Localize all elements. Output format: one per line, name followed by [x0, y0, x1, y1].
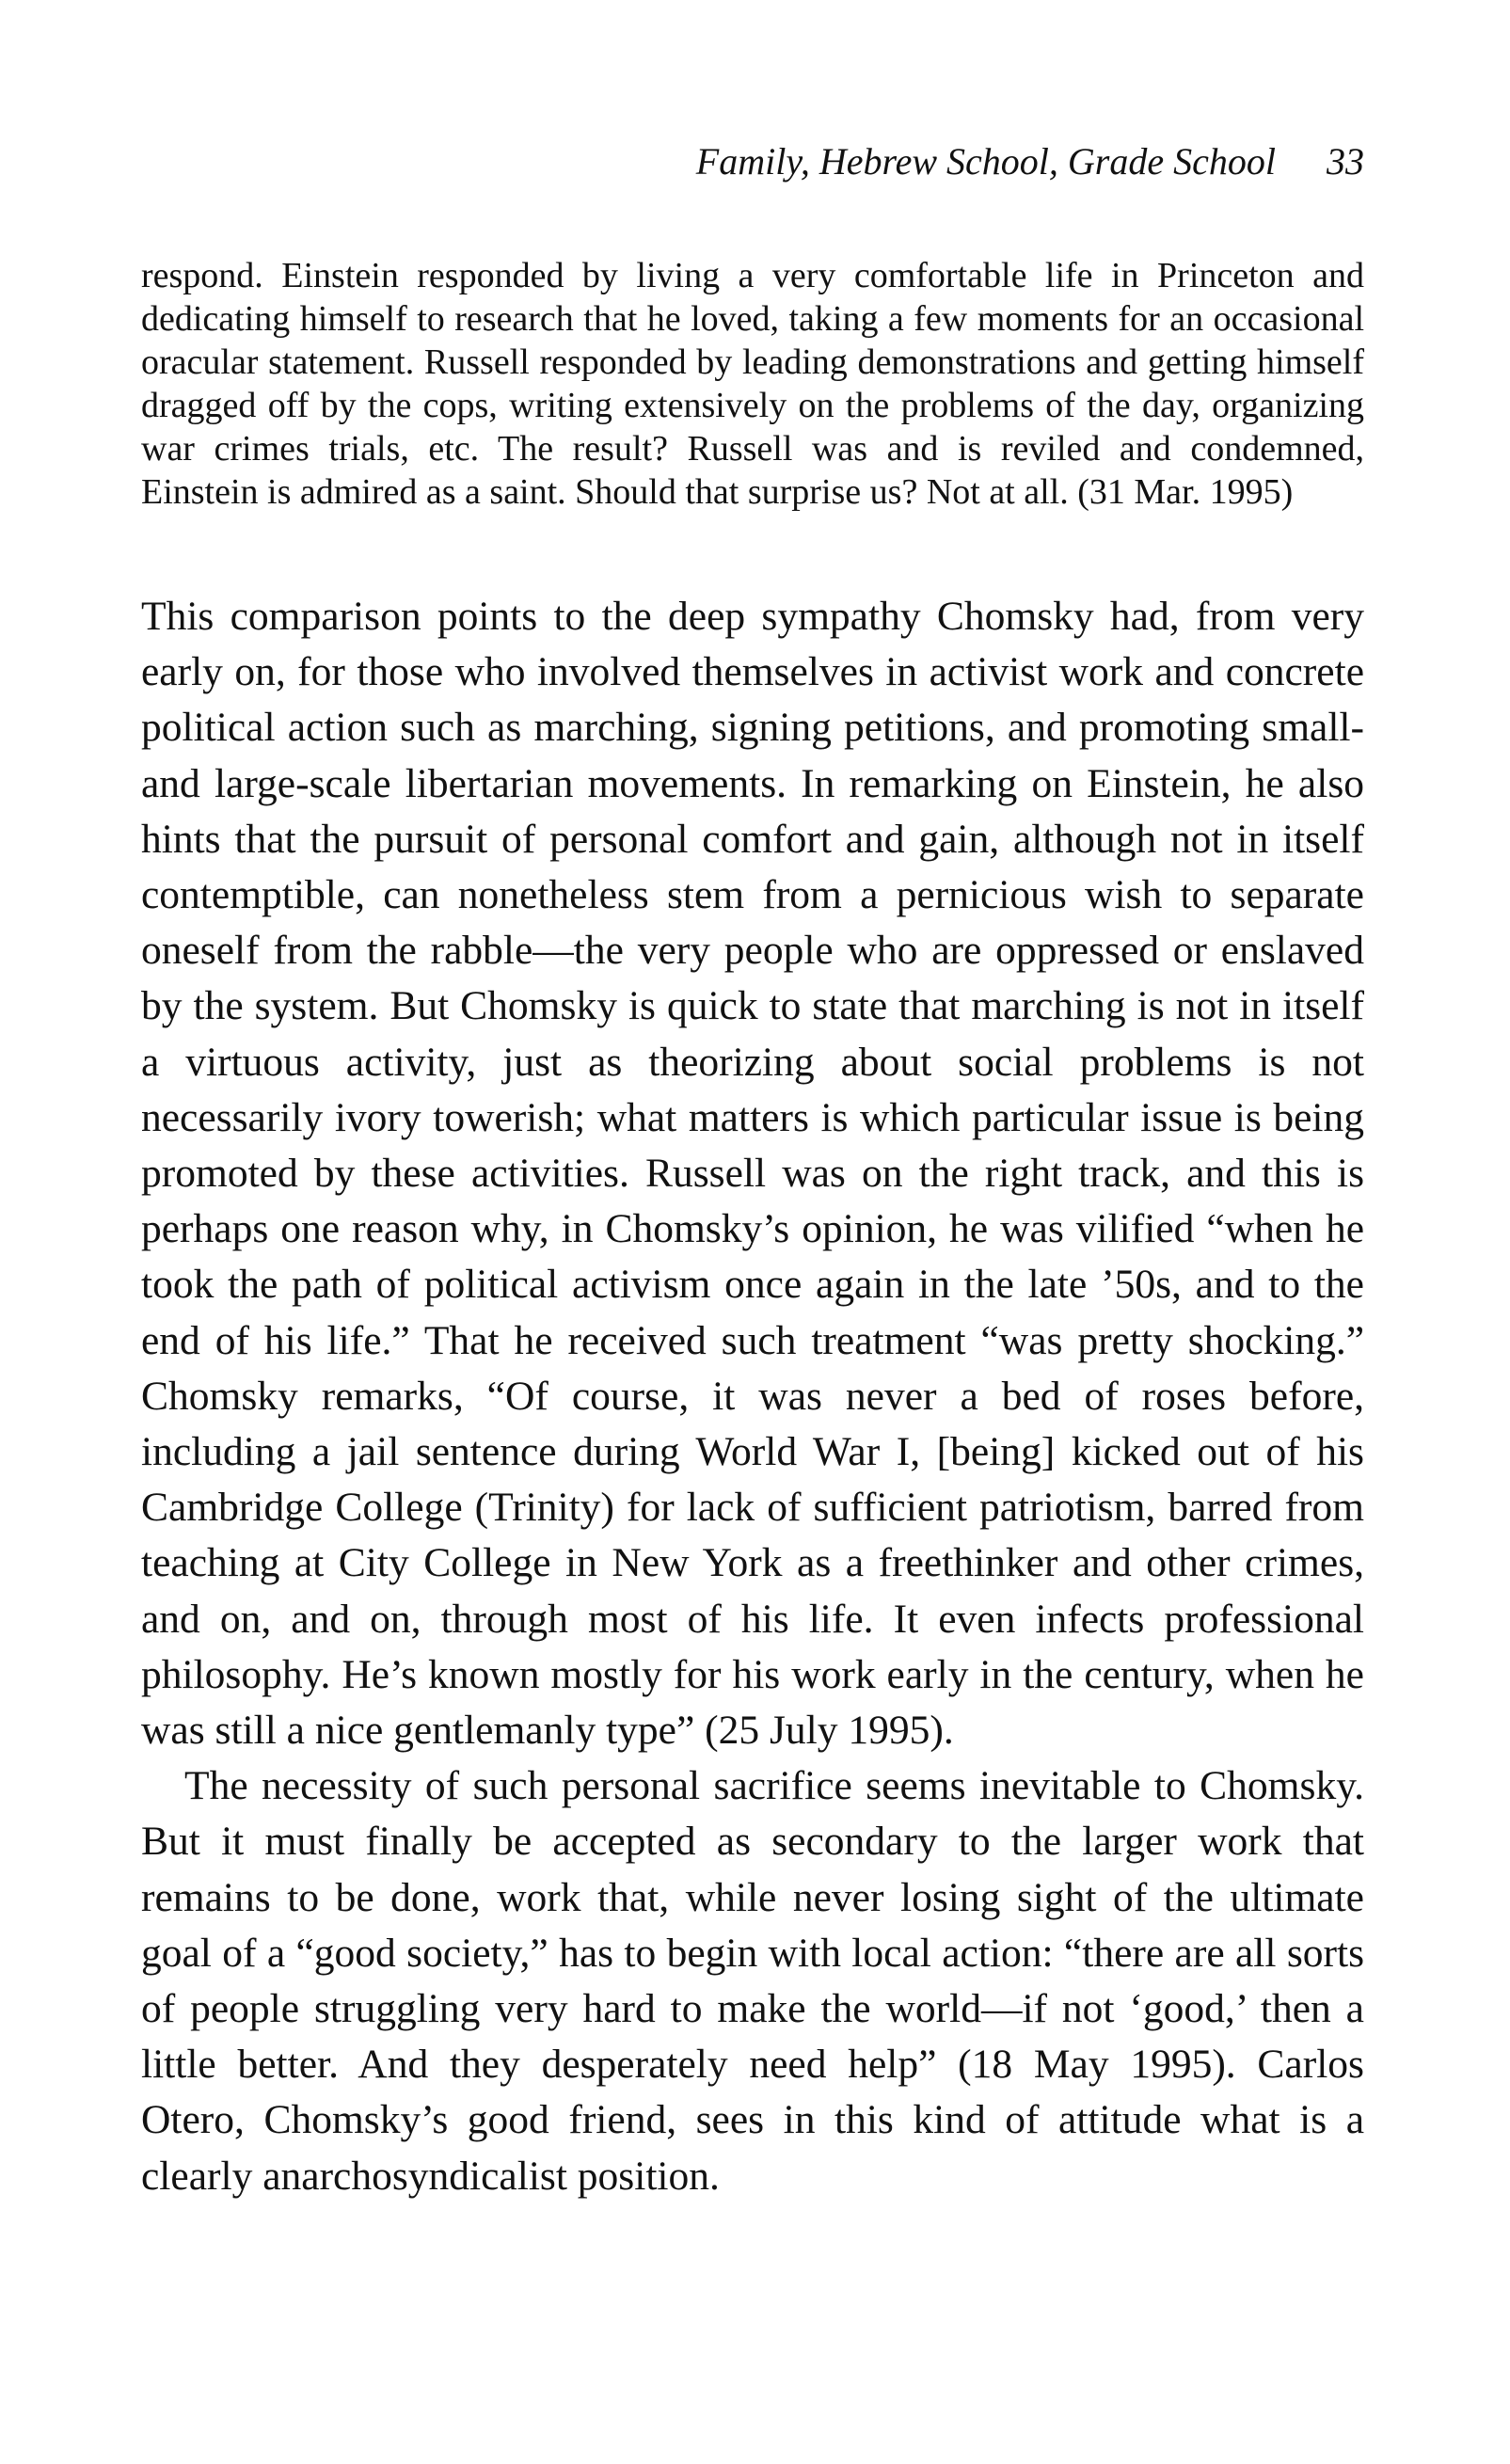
running-head-title: Family, Hebrew School, Grade School — [695, 140, 1276, 183]
paragraph: This comparison points to the deep sympathy Chomsky had, from very early on, for those who involved themselves in activist work and concrete political action such as marching, signing petitions, and promoting small- and large-scale libertarian movements. In remarking on Einstein, he also hints that the pursuit of personal comfort and gain, although not in itself contemptible, can nonetheless stem from a pernicious wish to separate oneself from the rabble—the very people who are oppressed or enslaved by the system. But Chomsky is quick to state that marching is not in itself a virtuous activity, just as theorizing about social problems is not necessarily ivory towerish; what matters is which particular issue is being promoted by these activities. Russell was on the right track, and this is perhaps one reason why, in Chomsky’s opinion, he was vilified “when he took the path of political activism once again in the late ’50s, and to the end of his life.” That he received such treatment “was pretty shocking.” Chomsky remarks, “Of course, it was never a bed of roses before, including a jail sentence during World War I, [being] kicked out of his Cambridge College (Trinity) for lack of sufficient patriotism, barred from teaching at City College in New York as a freethinker and other crimes, and on, and on, through most of his life. It even infects professional philosophy. He’s known mostly for his work early in the century, when he was still a nice gentlemanly type” (25 July 1995). — [141, 594, 1364, 1754]
paragraph: The necessity of such personal sacrifice seems inevitable to Chomsky. But it must finally be accepted as secondary to the larger work that remains to be done, work that, while never losing sight of the ultimate goal of a “good society,” has to begin with local action: “there are all sorts of people struggling very hard to make the world—if not ‘good,’ then a little better. And they desperately need help” (18 May 1995). Carlos Otero, Chomsky’s good friend, sees in this kind of attitude what is a clearly anarchosyndicalist position. — [141, 1763, 1364, 2199]
page-number: 33 — [1327, 140, 1364, 183]
block-quote: respond. Einstein responded by living a very comfortable life in Princeton and dedicating himself to research that he loved, taking a few moments for an occasional oracular statement. Russell responded by leading demonstrations and getting himself dragged off by the cops, writing extensively on the problems of the day, organizing war crimes trials, etc. The result? Russell was and is reviled and condemned, Einstein is admired as a saint. Should that surprise us? Not at all. (31 Mar. 1995) — [141, 256, 1364, 512]
running-head — [141, 139, 1364, 184]
body-text — [141, 589, 1364, 2204]
